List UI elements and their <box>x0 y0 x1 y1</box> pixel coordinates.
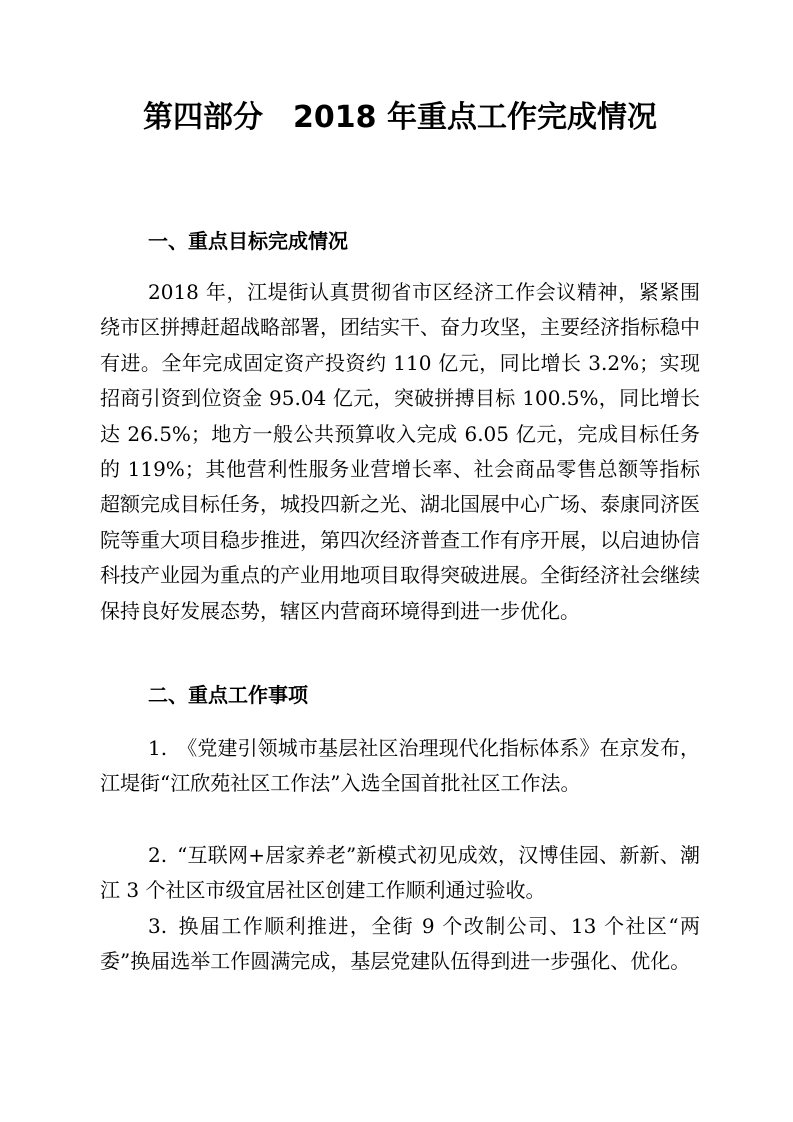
item-text: 《党建引领城市基层社区治理现代化指标体系》在京发布，江堤街“江欣苑社区工作法”入选全国首批社区工作法。 <box>100 736 700 796</box>
page-title <box>100 96 700 140</box>
section1-heading: 一、重点目标完成情况 <box>148 229 348 253</box>
section1-paragraph <box>100 275 700 629</box>
item-number: 2. <box>148 843 168 867</box>
section2-item-2 <box>100 838 700 909</box>
section1-paragraph-text: 2018 年，江堤街认真贯彻省市区经济工作会议精神，紧紧围绕市区拼搏赶超战略部署，团结实干、奋力攻坚，主要经济指标稳中有进。全年完成固定资产投资约 110 亿元，同比增长 3.2%；实现招商引资到位资金 95.04 亿元，突破拼搏目标 100.5%，同比增长达 26.5%；地方一般公共预算收入完成 6.05 亿元，完成目标任务的 119%；其他营利性服务业营增长率、社会商品零售总额等指标超额完成目标任务，城投四新之光、湖北国展中心广场、泰康同济医院等重大项目稳步推进，第四次经济普查工作有序开展，以启迪协信科技产业园为重点的产业用地项目取得突破进展。全街经济社会继续保持良好发展态势，辖区内营商环境得到进一步优化。 <box>100 280 700 623</box>
section2-item-1 <box>100 731 700 802</box>
item-text: 换届工作顺利推进，全街 9 个改制公司、13 个社区“两委”换届选举工作圆满完成，基层党建队伍得到进一步强化、优化。 <box>100 914 700 974</box>
title-part: 第四部分 <box>143 100 264 135</box>
item-number: 1. <box>148 736 168 760</box>
section2-item-3 <box>100 909 700 980</box>
item-number: 3. <box>148 914 168 938</box>
item-text: “互联网+居家养老”新模式初见成效，汉博佳园、新新、潮江 3 个社区市级宜居社区创建工作顺利通过验收。 <box>100 843 700 903</box>
section2-heading: 二、重点工作事项 <box>148 683 308 707</box>
title-main: 2018 年重点工作完成情况 <box>293 100 657 135</box>
